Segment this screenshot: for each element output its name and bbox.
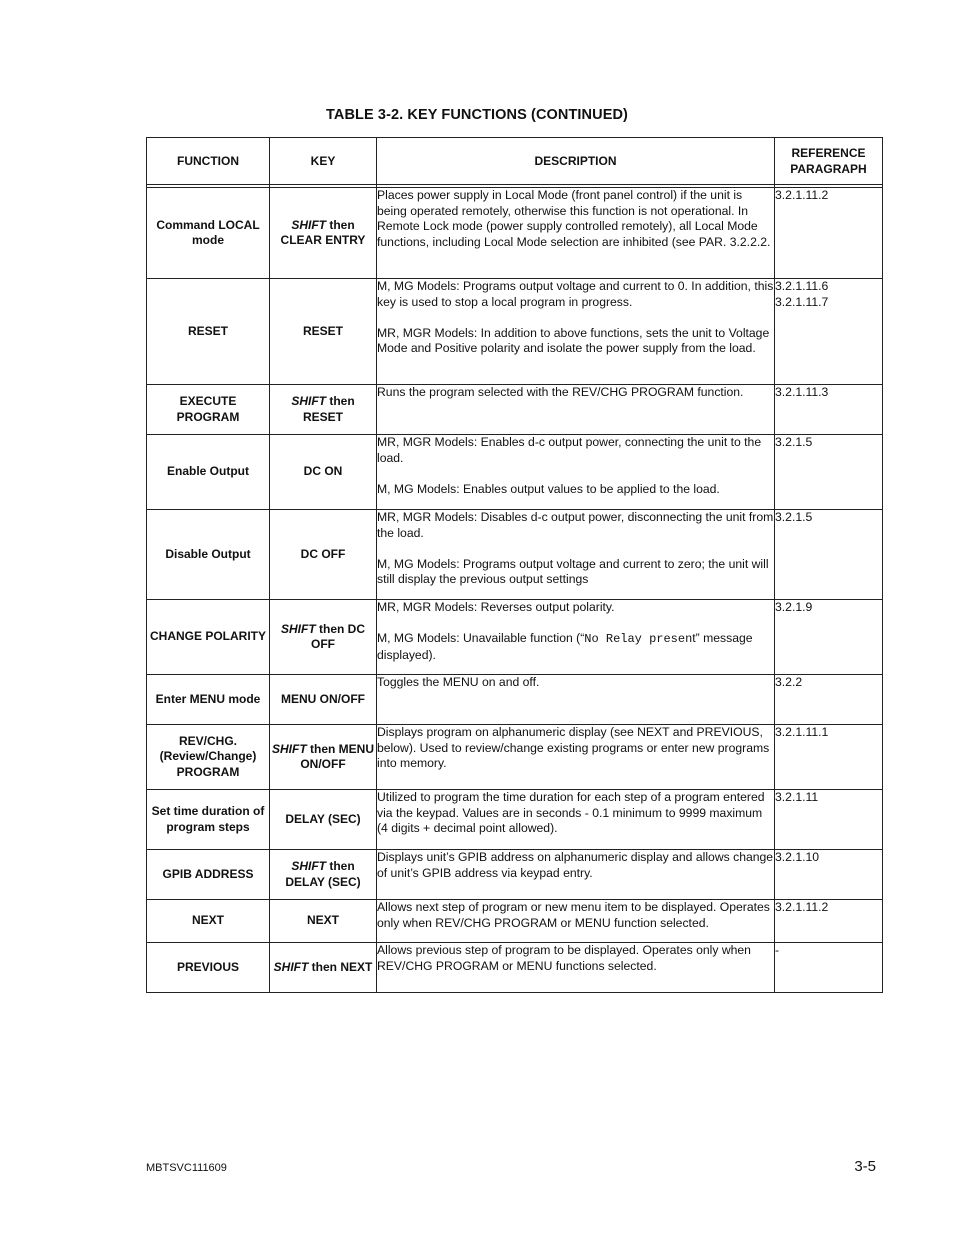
key-label: MENU ON/OFF bbox=[281, 691, 365, 706]
key-label: then RESET bbox=[302, 394, 355, 424]
document-id: MBTSVC111609 bbox=[146, 1162, 227, 1174]
table-row bbox=[147, 279, 883, 385]
description-cell bbox=[377, 900, 775, 943]
description-paragraph: MR, MGR Models: In addition to above functions, sets the unit to Voltage Mode and Positive polarity and isolate the power supply from the load. bbox=[377, 325, 770, 356]
table-title: TABLE 3-2. KEY FUNCTIONS (CONTINUED) bbox=[326, 107, 628, 123]
reference-cell: 3.2.1.9 bbox=[775, 600, 883, 675]
reference-cell: 3.2.1.11.2 bbox=[775, 188, 883, 279]
table-row bbox=[147, 188, 883, 279]
key-cell bbox=[270, 900, 377, 943]
key-label: DC ON bbox=[303, 464, 343, 479]
description-paragraph: Utilized to program the time duration for each step of a program entered via the keypad. Values are in seconds - 0.1 minimum to 9999 maximum (4 digits + decimal point allowed). bbox=[377, 790, 765, 836]
key-label: NEXT bbox=[306, 913, 339, 928]
reference-cell: 3.2.1.5 bbox=[775, 435, 883, 510]
description-cell bbox=[377, 850, 775, 900]
function-cell: GPIB ADDRESS bbox=[147, 850, 270, 900]
table-body bbox=[147, 188, 883, 993]
function-cell: NEXT bbox=[147, 900, 270, 943]
key-cell bbox=[270, 850, 377, 900]
function-cell: Enter MENU mode bbox=[147, 675, 270, 725]
table-row bbox=[147, 510, 883, 600]
key-cell bbox=[270, 510, 377, 600]
description-paragraph: M, MG Models: Enables output values to be applied to the load. bbox=[377, 481, 720, 496]
reference-cell: 3.2.2 bbox=[775, 675, 883, 725]
function-cell: RESET bbox=[147, 279, 270, 385]
function-cell: Disable Output bbox=[147, 510, 270, 600]
table-row bbox=[147, 850, 883, 900]
description-paragraph: Places power supply in Local Mode (front panel control) if the unit is being operated remotely, otherwise this function is not operational. In Remote Lock mode (power supply controlled remotely), all Local Mode functions, including Local Mode selection are inhibited (see PAR. 3.2.2.2. bbox=[377, 188, 771, 249]
description-paragraph: Toggles the MENU on and off. bbox=[377, 675, 540, 689]
function-cell: EXECUTE PROGRAM bbox=[147, 385, 270, 435]
description-paragraph: M, MG Models: Programs output voltage and current to 0. In addition, this key is used to stop a local program in progress. bbox=[377, 279, 774, 309]
reference-cell: - bbox=[775, 943, 883, 993]
description-cell bbox=[377, 600, 775, 675]
table-row bbox=[147, 900, 883, 943]
key-cell bbox=[270, 188, 377, 279]
key-cell bbox=[270, 790, 377, 850]
description-paragraph: Allows next step of program or new menu item to be displayed. Operates only when REV/CHG PROGRAM or MENU function selected. bbox=[377, 900, 770, 930]
key-label: DELAY (SEC) bbox=[285, 811, 361, 826]
header-ref-line1: REFERENCE bbox=[791, 146, 866, 160]
key-cell bbox=[270, 385, 377, 435]
function-cell: REV/CHG. (Review/Change) PROGRAM bbox=[147, 725, 270, 790]
header-reference bbox=[775, 138, 883, 185]
description-paragraph: Displays unit’s GPIB address on alphanumeric display and allows change of unit’s GPIB address via keypad entry. bbox=[377, 850, 774, 880]
function-cell: PREVIOUS bbox=[147, 943, 270, 993]
key-label: then DELAY (SEC) bbox=[285, 859, 361, 889]
table-row bbox=[147, 385, 883, 435]
description-paragraph: M, MG Models: Programs output voltage and current to zero; the unit will still display the previous output settings bbox=[377, 556, 769, 587]
description-cell bbox=[377, 943, 775, 993]
reference-cell: 3.2.1.11.1 bbox=[775, 725, 883, 790]
function-cell: Command LOCAL mode bbox=[147, 188, 270, 279]
reference-cell: 3.2.1.11 bbox=[775, 790, 883, 850]
shift-key-label: SHIFT bbox=[291, 394, 326, 408]
description-cell bbox=[377, 188, 775, 279]
table-row bbox=[147, 675, 883, 725]
description-fragment: M, MG Models: Unavailable function (“ bbox=[377, 631, 585, 646]
shift-key-label: SHIFT bbox=[273, 959, 309, 974]
key-label: then NEXT bbox=[308, 959, 373, 974]
page-number: 3-5 bbox=[854, 1158, 876, 1175]
description-paragraph: MR, MGR Models: Enables d-c output power, connecting the unit to the load. bbox=[377, 435, 762, 465]
description-cell bbox=[377, 279, 775, 385]
table-row bbox=[147, 725, 883, 790]
description-paragraph: MR, MGR Models: Disables d-c output power, disconnecting the unit from the load. bbox=[377, 510, 774, 540]
table-row bbox=[147, 600, 883, 675]
reference-cell: 3.2.1.11.3 bbox=[775, 385, 883, 435]
reference-cell: 3.2.1.10 bbox=[775, 850, 883, 900]
key-label: then CLEAR ENTRY bbox=[280, 217, 366, 247]
key-label: RESET bbox=[302, 323, 343, 338]
description-cell bbox=[377, 675, 775, 725]
description-paragraph bbox=[377, 631, 774, 663]
table-row bbox=[147, 943, 883, 993]
key-cell bbox=[270, 725, 377, 790]
key-cell bbox=[270, 279, 377, 385]
header-description: DESCRIPTION bbox=[377, 138, 775, 185]
key-cell bbox=[270, 675, 377, 725]
description-cell bbox=[377, 510, 775, 600]
description-cell bbox=[377, 790, 775, 850]
table-row bbox=[147, 435, 883, 510]
key-cell bbox=[270, 600, 377, 675]
display-message-text: No Relay presen bbox=[584, 632, 693, 647]
reference-cell: 3.2.1.5 bbox=[775, 510, 883, 600]
key-label: then MENU ON/OFF bbox=[300, 741, 374, 771]
description-paragraph: MR, MGR Models: Reverses output polarity. bbox=[377, 600, 615, 614]
function-cell: Enable Output bbox=[147, 435, 270, 510]
table-row bbox=[147, 790, 883, 850]
header-key: KEY bbox=[270, 138, 377, 185]
description-cell bbox=[377, 435, 775, 510]
reference-cell: 3.2.1.11.2 bbox=[775, 900, 883, 943]
function-cell: Set time duration of program steps bbox=[147, 790, 270, 850]
description-fragment: t” message displayed). bbox=[377, 631, 753, 662]
shift-key-label: SHIFT bbox=[271, 741, 307, 756]
function-cell: CHANGE POLARITY bbox=[147, 600, 270, 675]
description-cell bbox=[377, 725, 775, 790]
header-function: FUNCTION bbox=[147, 138, 270, 185]
header-ref-line2: PARAGRAPH bbox=[790, 162, 867, 176]
description-cell bbox=[377, 385, 775, 435]
description-paragraph: Allows previous step of program to be displayed. Operates only when REV/CHG PROGRAM or MENU functions selected. bbox=[377, 943, 751, 973]
shift-key-label: SHIFT bbox=[280, 621, 316, 636]
reference-cell: 3.2.1.11.6 3.2.1.11.7 bbox=[775, 279, 883, 385]
shift-key-label: SHIFT bbox=[291, 859, 326, 873]
key-cell bbox=[270, 943, 377, 993]
shift-key-label: SHIFT bbox=[291, 217, 326, 232]
key-cell bbox=[270, 435, 377, 510]
key-label: then DC OFF bbox=[311, 621, 365, 651]
key-label: DC OFF bbox=[300, 546, 346, 561]
header-row bbox=[147, 138, 883, 185]
description-paragraph: Displays program on alphanumeric display (see NEXT and PREVIOUS, below). Used to review/change existing programs or enter new programs into memory. bbox=[377, 725, 770, 771]
description-paragraph: Runs the program selected with the REV/CHG PROGRAM function. bbox=[377, 385, 744, 399]
key-functions-table bbox=[146, 137, 883, 993]
